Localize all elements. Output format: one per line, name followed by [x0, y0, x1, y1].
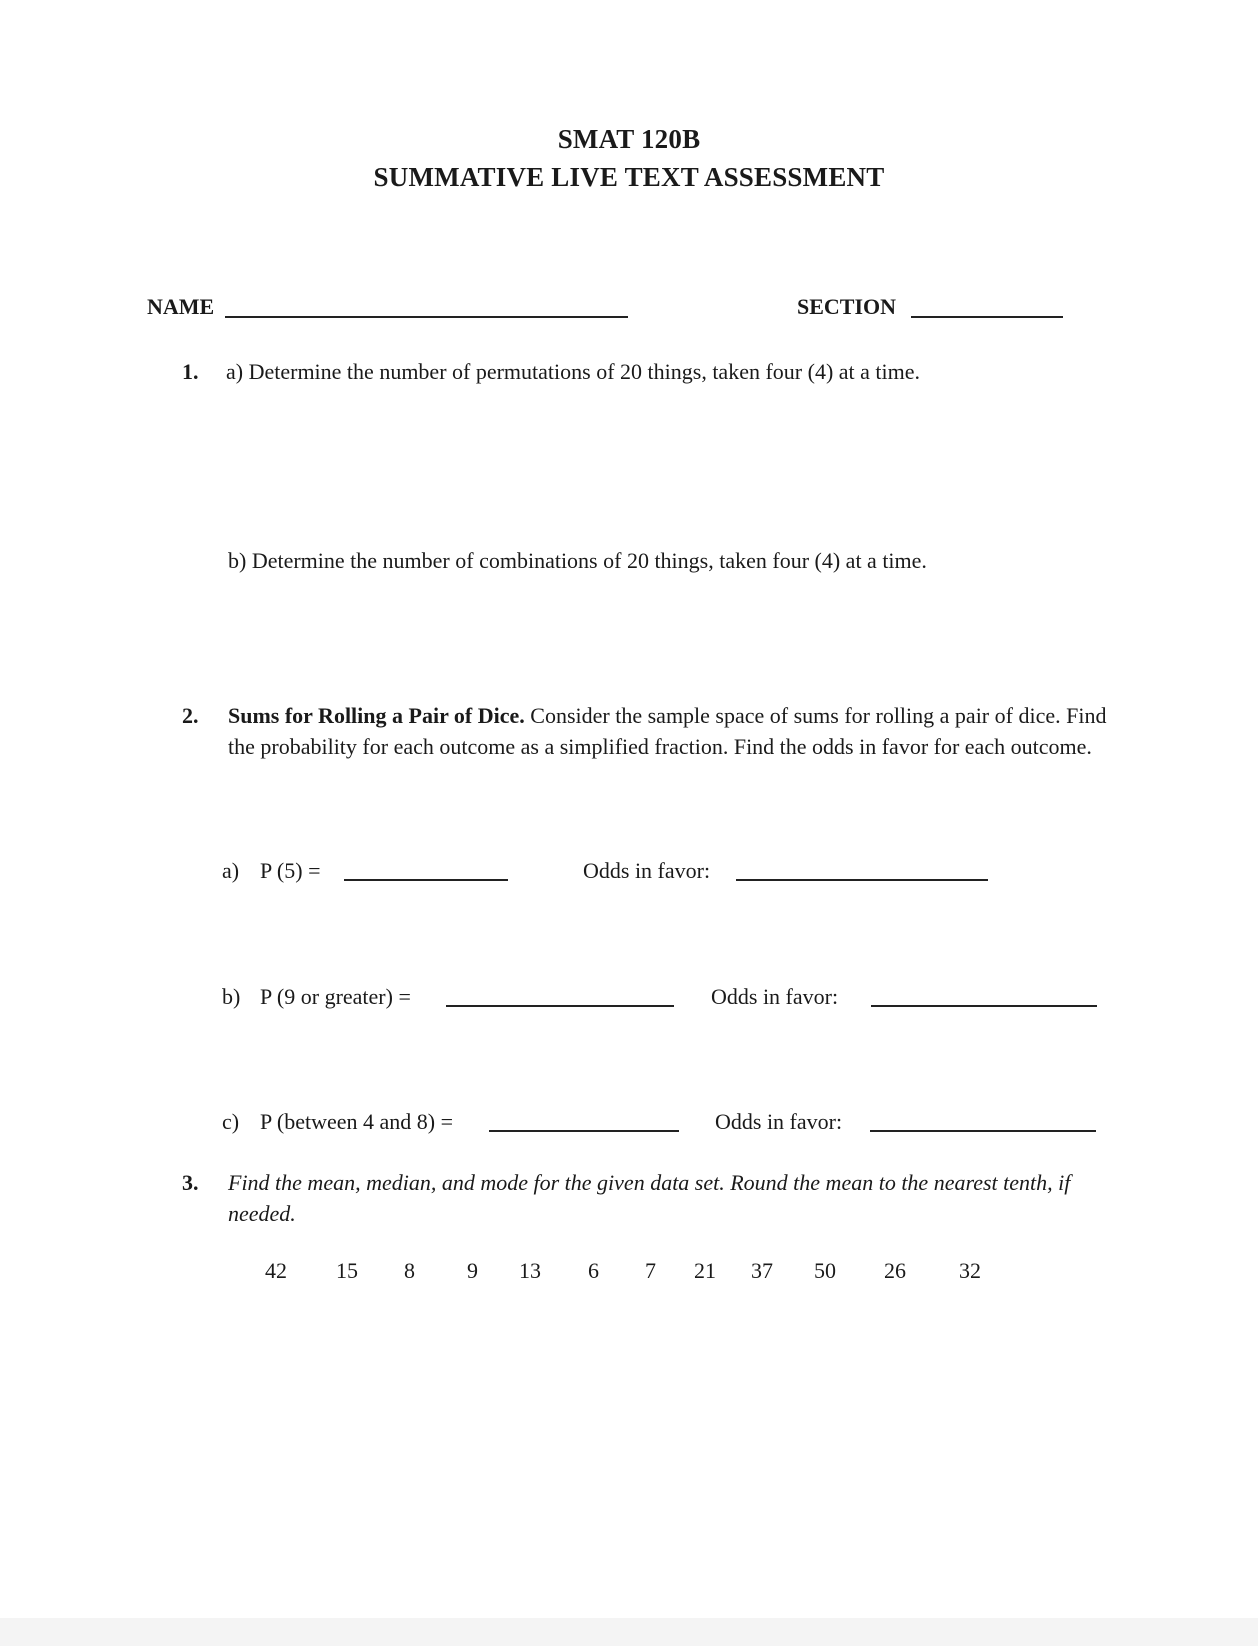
data-value: 26: [884, 1258, 906, 1283]
part-2a-odds-label: Odds in favor:: [583, 858, 711, 883]
part-2c-odds-label: Odds in favor:: [715, 1109, 843, 1134]
data-value: 37: [751, 1258, 773, 1283]
part-2c-odds-blank[interactable]: [870, 1130, 1096, 1132]
data-value: 9: [467, 1258, 478, 1283]
assessment-title: SUMMATIVE LIVE TEXT ASSESSMENT: [373, 162, 885, 192]
question-1a-text: a) Determine the number of permutations of 20 things, taken four (4) at a time.: [226, 359, 921, 384]
data-value: 32: [959, 1258, 981, 1283]
part-2c-prob: P (between 4 and 8) =: [260, 1109, 454, 1134]
part-2a-label: a): [222, 858, 240, 883]
section-label: SECTION: [797, 294, 897, 319]
question-2-instructions: Consider the sample space of sums for rolling a pair of dice. Find the probability for each outcome as a simplified fraction. Find the odds in favor for each outcome.: [228, 703, 1107, 759]
question-3-instructions: Find the mean, median, and mode for the given data set. Round the mean to the nearest tenth, if needed.: [228, 1170, 1071, 1226]
question-3-number: 3.: [182, 1170, 199, 1195]
name-label: NAME: [147, 294, 215, 319]
question-2-prompt: [228, 700, 1118, 762]
course-code: SMAT 120B: [557, 124, 701, 154]
part-2a-odds-blank[interactable]: [736, 879, 988, 881]
data-value: 6: [588, 1258, 599, 1283]
question-1-number: 1.: [182, 359, 199, 384]
page-bottom-edge: [0, 1618, 1258, 1646]
question-2-heading: Sums for Rolling a Pair of Dice.: [228, 703, 525, 728]
data-value: 21: [694, 1258, 716, 1283]
data-value: 7: [645, 1258, 656, 1283]
part-2b-odds-label: Odds in favor:: [711, 984, 839, 1009]
question-1b-text: b) Determine the number of combinations of 20 things, taken four (4) at a time.: [228, 548, 927, 573]
section-blank[interactable]: [911, 316, 1063, 318]
data-value: 50: [814, 1258, 836, 1283]
part-2a-prob: P (5) =: [260, 858, 321, 883]
data-value: 42: [265, 1258, 287, 1283]
part-2b-prob: P (9 or greater) =: [260, 984, 411, 1009]
data-value: 13: [519, 1258, 541, 1283]
name-blank[interactable]: [225, 316, 628, 318]
part-2a-prob-blank[interactable]: [344, 879, 508, 881]
part-2c-prob-blank[interactable]: [489, 1130, 679, 1132]
question-2-number: 2.: [182, 703, 199, 728]
part-2b-prob-blank[interactable]: [446, 1005, 674, 1007]
part-2b-label: b): [222, 984, 241, 1009]
data-value: 15: [336, 1258, 358, 1283]
part-2c-label: c): [222, 1109, 240, 1134]
data-value: 8: [404, 1258, 415, 1283]
part-2b-odds-blank[interactable]: [871, 1005, 1097, 1007]
